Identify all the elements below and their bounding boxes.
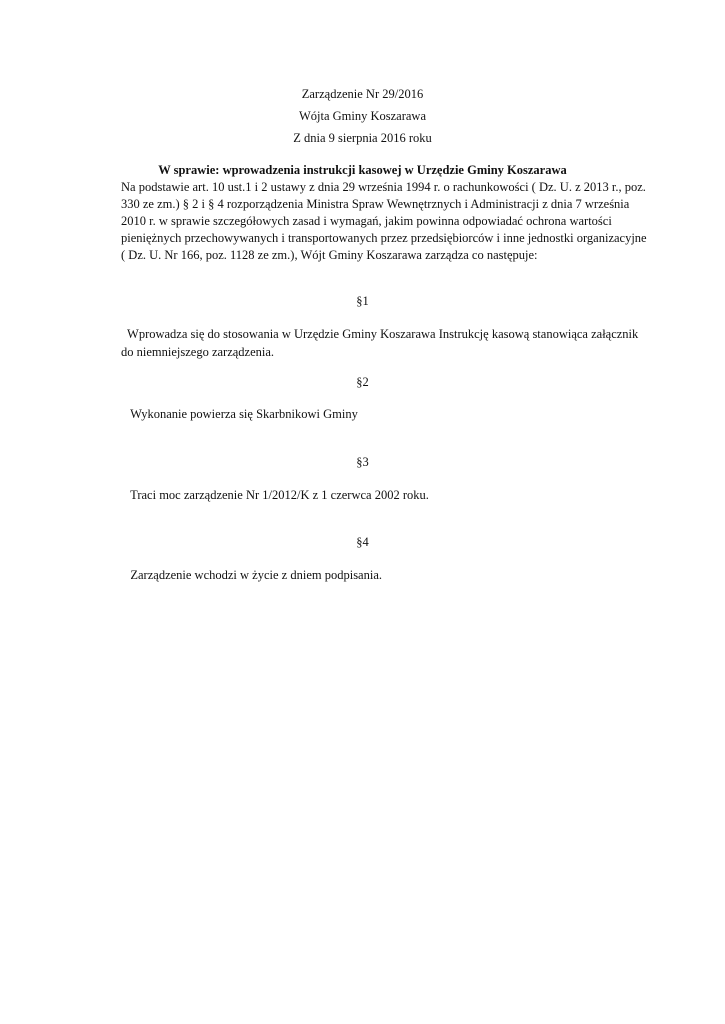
section-2-mark: §2: [356, 375, 369, 389]
paragraph-line: Zarządzenie wchodzi w życie z dniem podpisania.: [121, 568, 382, 582]
paragraph-line: Wprowadza się do stosowania w Urzędzie Gminy Koszarawa Instrukcję kasową stanowiąca załącznik: [121, 327, 639, 341]
section-1-text: [121, 325, 661, 361]
section-2-text: [121, 405, 661, 423]
subject-heading: W sprawie: wprowadzenia instrukcji kasowej w Urzędzie Gminy Koszarawa: [158, 163, 567, 177]
preamble-line: Na podstawie art. 10 ust.1 i 2 ustawy z dnia 29 września 1994 r. o rachunkowości ( Dz. U. z 2013 r., poz.: [121, 180, 646, 194]
ordinance-number: Zarządzenie Nr 29/2016: [301, 87, 424, 101]
section-1-mark: §1: [356, 294, 369, 308]
paragraph-line: Traci moc zarządzenie Nr 1/2012/K z 1 czerwca 2002 roku.: [121, 488, 429, 502]
section-3-mark: §3: [356, 455, 369, 469]
issue-date: Z dnia 9 sierpnia 2016 roku: [293, 131, 432, 145]
paragraph-line: Wykonanie powierza się Skarbnikowi Gminy: [121, 407, 358, 421]
preamble-line: pieniężnych przechowywanych i transportowanych przez przedsiębiorców i inne jednostki organizacyjne: [121, 231, 647, 245]
preamble-line: 330 ze zm.) § 2 i § 4 rozporządzenia Ministra Spraw Wewnętrznych i Administracji z dnia 7 września: [121, 197, 630, 211]
issuer: Wójta Gminy Koszarawa: [298, 109, 427, 123]
preamble-line: ( Dz. U. Nr 166, poz. 1128 ze zm.), Wójt Gminy Koszarawa zarządza co następuje:: [121, 248, 538, 262]
preamble-line: 2010 r. w sprawie szczegółowych zasad i wymagań, jakim powinna odpowiadać ochrona wartości: [121, 214, 612, 228]
preamble: [121, 179, 647, 264]
section-3-text: [121, 486, 661, 504]
paragraph-line: do niemniejszego zarządzenia.: [121, 345, 275, 359]
section-4-text: [121, 566, 661, 584]
section-4-mark: §4: [356, 535, 369, 549]
